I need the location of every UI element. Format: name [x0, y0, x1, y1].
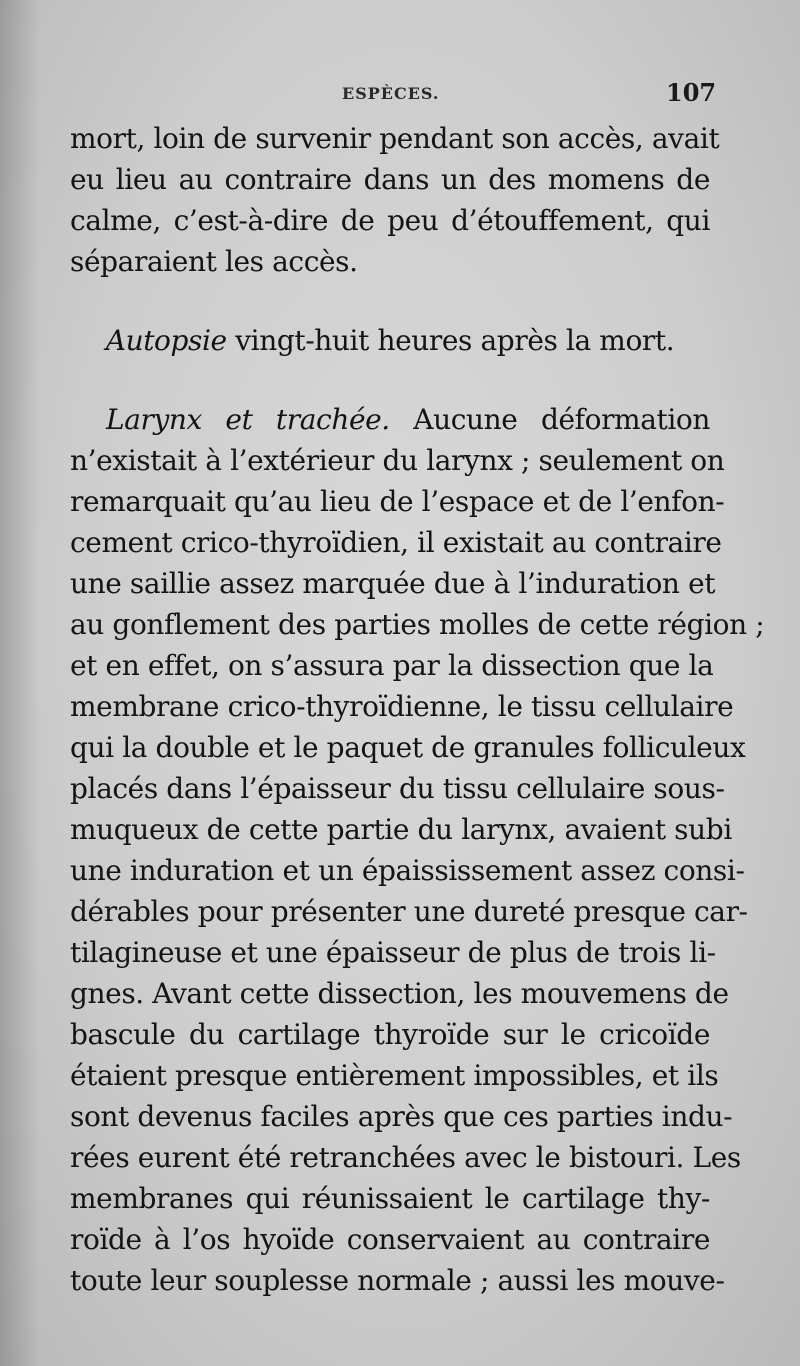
text-line: eu lieu au contraire dans un des momens de: [70, 163, 710, 196]
text-line: sont devenus faciles après que ces parties indu-: [70, 1100, 733, 1133]
autopsie-line: [70, 320, 710, 361]
text-line: remarquait qu’au lieu de l’espace et de l’enfon-: [70, 485, 725, 518]
body-text: [70, 118, 765, 1301]
paragraph-gap: [70, 282, 710, 320]
page-header: [0, 78, 800, 114]
text-line: une induration et un épaississement assez consi-: [70, 854, 745, 887]
text-line: une saillie assez marquée due à l’induration et: [70, 567, 716, 600]
text-line: toute leur souplesse normale ; aussi les mouve-: [70, 1264, 725, 1297]
larynx-label: Larynx et trachée.: [106, 403, 390, 436]
text-line: roïde à l’os hyoïde conservaient au contraire: [70, 1223, 710, 1256]
paragraph-gap: [70, 361, 710, 399]
text-line: qui la double et le paquet de granules folliculeux: [70, 731, 746, 764]
page-number: 107: [666, 78, 717, 107]
text-line: mort, loin de survenir pendant son accès, avait: [70, 122, 720, 155]
text-line: étaient presque entièrement impossibles, et ils: [70, 1059, 719, 1092]
text-line: placés dans l’épaisseur du tissu cellulaire sous-: [70, 772, 725, 805]
text-line: calme, c’est-à-dire de peu d’étouffement, qui: [70, 204, 710, 237]
autopsie-text: vingt-huit heures après la mort.: [226, 324, 675, 357]
text-line: gnes. Avant cette dissection, les mouvemens de: [70, 977, 729, 1010]
text-line: n’existait à l’extérieur du larynx ; seulement on: [70, 444, 725, 477]
text-line: [70, 399, 710, 440]
text-line: rées eurent été retranchées avec le bistouri. Les: [70, 1141, 741, 1174]
text-line: et en effet, on s’assura par la dissection que la: [70, 649, 714, 682]
text-line: tilagineuse et une épaisseur de plus de trois li-: [70, 936, 716, 969]
running-head: ESPÈCES.: [342, 84, 440, 103]
text-line: dérables pour présenter une dureté presque car-: [70, 895, 748, 928]
text-line: membrane crico-thyroïdienne, le tissu cellulaire: [70, 690, 734, 723]
first-line-rest: Aucune déformation: [389, 403, 711, 436]
text-line: muqueux de cette partie du larynx, avaient subi: [70, 813, 732, 846]
autopsie-label: Autopsie: [105, 324, 227, 357]
page-edge-shadow: [0, 0, 40, 1366]
text-line: au gonflement des parties molles de cette région ;: [70, 608, 765, 641]
text-line: bascule du cartilage thyroïde sur le cricoïde: [70, 1018, 710, 1051]
text-line: cement crico-thyroïdien, il existait au contraire: [70, 526, 722, 559]
text-line: séparaient les accès.: [70, 245, 358, 278]
text-line: membranes qui réunissaient le cartilage thy-: [70, 1182, 710, 1215]
